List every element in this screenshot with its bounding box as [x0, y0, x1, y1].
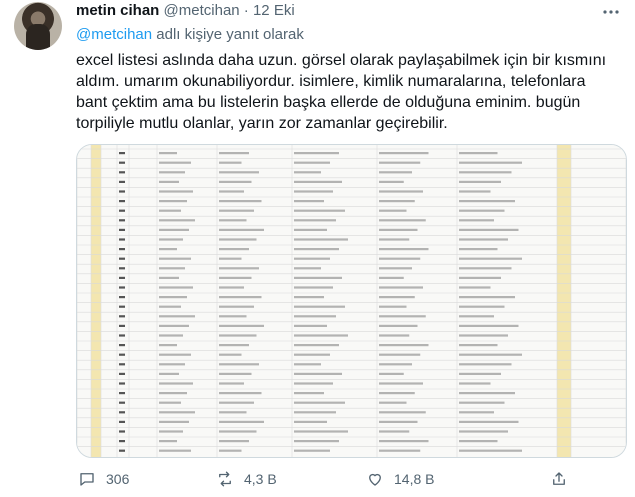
- sheet-cell-text: [459, 229, 519, 231]
- sheet-row-number: [119, 152, 125, 154]
- sheet-cell-text: [294, 229, 327, 231]
- sheet-cell-text: [294, 450, 330, 452]
- sheet-row-number: [119, 440, 125, 442]
- sheet-cell-text: [379, 450, 420, 452]
- sheet-cell-text: [294, 315, 336, 317]
- sheet-cell-text: [379, 373, 404, 375]
- sheet-cell-text: [159, 421, 189, 423]
- sheet-cell-text: [379, 363, 412, 365]
- sheet-cell-text: [379, 200, 415, 202]
- sheet-cell-text: [219, 334, 257, 336]
- sheet-row-number: [119, 181, 125, 183]
- sheet-cell-text: [159, 190, 193, 192]
- sheet-cell-text: [294, 171, 321, 173]
- sheet-cell-text: [459, 411, 494, 413]
- sheet-row-number: [119, 306, 125, 308]
- sheet-cell-text: [219, 267, 259, 269]
- sheet-cell-text: [219, 219, 247, 221]
- retweet-count: 4,3 B: [244, 471, 277, 487]
- sheet-cell-text: [159, 382, 193, 384]
- sheet-cell-text: [294, 219, 336, 221]
- sheet-cell-text: [379, 162, 420, 164]
- sheet-cell-text: [159, 440, 177, 442]
- sheet-cell-text: [379, 238, 409, 240]
- sheet-cell-text: [159, 363, 185, 365]
- sheet-row-number: [119, 258, 125, 260]
- sheet-row-number: [119, 238, 125, 240]
- tweet-date[interactable]: 12 Eki: [252, 2, 295, 19]
- more-horizontal-icon: [601, 2, 621, 22]
- sheet-cell-text: [159, 430, 183, 432]
- reply-count: 306: [106, 471, 130, 487]
- sheet-cell-text: [379, 267, 412, 269]
- sheet-cell-text: [459, 306, 505, 308]
- sheet-cell-text: [219, 229, 264, 231]
- sheet-cell-text: [219, 152, 249, 154]
- sheet-row-number: [119, 344, 125, 346]
- sheet-cell-text: [159, 248, 177, 250]
- sheet-cell-text: [219, 210, 254, 212]
- sheet-cell-text: [294, 190, 333, 192]
- sheet-cell-text: [159, 315, 195, 317]
- sheet-cell-text: [294, 382, 333, 384]
- author-avatar[interactable]: [14, 2, 62, 50]
- sheet-cell-text: [459, 181, 501, 183]
- sheet-row-number: [119, 210, 125, 212]
- sheet-cell-text: [459, 450, 522, 452]
- sheet-cell-text: [294, 181, 342, 183]
- sheet-cell-text: [379, 229, 418, 231]
- sheet-cell-text: [219, 373, 252, 375]
- sheet-cell-text: [379, 402, 407, 404]
- sheet-row-number: [119, 402, 125, 404]
- sheet-cell-text: [159, 238, 183, 240]
- sheet-cell-text: [459, 200, 515, 202]
- sheet-cell-text: [379, 210, 407, 212]
- sheet-cell-text: [379, 440, 429, 442]
- sheet-cell-text: [159, 334, 183, 336]
- sheet-cell-text: [294, 421, 327, 423]
- sheet-cell-text: [159, 373, 179, 375]
- sheet-row-number: [119, 382, 125, 384]
- sheet-cell-text: [294, 411, 336, 413]
- tweet-media-spreadsheet[interactable]: [76, 144, 627, 458]
- sheet-row-number: [119, 392, 125, 394]
- sheet-cell-text: [294, 210, 345, 212]
- sheet-cell-text: [219, 421, 264, 423]
- sheet-cell-text: [219, 286, 244, 288]
- sheet-cell-text: [459, 430, 508, 432]
- sheet-row-number: [119, 229, 125, 231]
- reply-context: [76, 26, 304, 43]
- sheet-row-number: [119, 315, 125, 317]
- sheet-cell-text: [459, 334, 508, 336]
- sheet-cell-text: [459, 219, 494, 221]
- sheet-cell-text: [219, 402, 254, 404]
- sheet-cell-text: [379, 382, 423, 384]
- sheet-cell-text: [219, 325, 264, 327]
- sheet-row-number: [119, 267, 125, 269]
- sheet-cell-text: [379, 190, 423, 192]
- sheet-cell-text: [159, 306, 181, 308]
- sheet-cell-text: [459, 373, 501, 375]
- sheet-cell-text: [459, 382, 491, 384]
- sheet-cell-text: [219, 277, 252, 279]
- sheet-cell-text: [159, 229, 189, 231]
- like-action[interactable]: [366, 470, 434, 488]
- sheet-row-number: [119, 162, 125, 164]
- sheet-cell-text: [379, 219, 426, 221]
- sheet-row-number: [119, 334, 125, 336]
- sheet-cell-text: [294, 354, 330, 356]
- sheet-cell-text: [294, 373, 342, 375]
- sheet-cell-text: [459, 402, 505, 404]
- sheet-cell-text: [294, 277, 342, 279]
- sheet-cell-text: [379, 334, 409, 336]
- sheet-cell-text: [159, 402, 181, 404]
- sheet-row-number: [119, 200, 125, 202]
- sheet-cell-text: [219, 440, 249, 442]
- tweet-actions: [76, 470, 596, 492]
- sheet-cell-text: [219, 162, 242, 164]
- sheet-cell-text: [219, 363, 259, 365]
- sheet-row-number: [119, 411, 125, 413]
- sheet-cell-text: [379, 430, 409, 432]
- sheet-cell-text: [294, 344, 339, 346]
- sheet-cell-text: [219, 190, 244, 192]
- sheet-row-number: [119, 450, 125, 452]
- sheet-cell-text: [159, 325, 189, 327]
- sheet-cell-text: [379, 421, 418, 423]
- sheet-cell-text: [294, 267, 321, 269]
- sheet-cell-text: [294, 248, 339, 250]
- sheet-cell-text: [294, 238, 348, 240]
- sheet-row-number: [119, 277, 125, 279]
- share-action[interactable]: [550, 470, 568, 488]
- sheet-cell-text: [379, 306, 407, 308]
- sheet-row-number: [119, 171, 125, 173]
- sheet-cell-text: [219, 344, 249, 346]
- sheet-row-number: [119, 219, 125, 221]
- sheet-cell-text: [459, 152, 498, 154]
- sheet-cell-text: [459, 296, 515, 298]
- sheet-cell-text: [379, 392, 415, 394]
- sheet-cell-text: [294, 334, 348, 336]
- sheet-cell-text: [294, 440, 339, 442]
- sheet-row-number: [119, 430, 125, 432]
- sheet-cell-text: [294, 325, 327, 327]
- sheet-cell-text: [159, 354, 191, 356]
- sheet-cell-text: [379, 296, 415, 298]
- retweet-icon: [216, 470, 234, 488]
- sheet-cell-text: [379, 286, 423, 288]
- sheet-cell-text: [459, 315, 494, 317]
- sheet-cell-text: [294, 392, 324, 394]
- sheet-cell-text: [159, 162, 191, 164]
- comment-icon: [78, 470, 96, 488]
- sheet-cell-text: [294, 152, 339, 154]
- sheet-row-number: [119, 363, 125, 365]
- sheet-cell-text: [159, 210, 181, 212]
- reply-action[interactable]: [78, 470, 129, 488]
- reply-mention-link[interactable]: @metcihan: [76, 26, 153, 43]
- sheet-cell-text: [459, 440, 498, 442]
- sheet-cell-text: [159, 171, 185, 173]
- sheet-cell-text: [379, 277, 404, 279]
- sheet-row-number: [119, 286, 125, 288]
- sheet-cell-text: [379, 354, 420, 356]
- sheet-cell-text: [219, 258, 242, 260]
- sheet-cell-text: [294, 430, 348, 432]
- sheet-cell-text: [219, 238, 257, 240]
- sheet-cell-text: [294, 258, 330, 260]
- spreadsheet-image: [77, 145, 626, 457]
- sheet-cell-text: [379, 171, 412, 173]
- meta-separator: ·: [243, 2, 249, 19]
- retweet-action[interactable]: [216, 470, 277, 488]
- sheet-cell-text: [379, 248, 429, 250]
- sheet-cell-text: [159, 200, 187, 202]
- sheet-cell-text: [459, 258, 522, 260]
- sheet-cell-text: [159, 219, 195, 221]
- sheet-cell-text: [459, 286, 491, 288]
- sheet-cell-text: [459, 238, 508, 240]
- sheet-cell-text: [459, 210, 505, 212]
- sheet-row-number: [119, 248, 125, 250]
- sheet-cell-text: [379, 181, 404, 183]
- sheet-cell-text: [219, 181, 252, 183]
- sheet-cell-text: [219, 171, 259, 173]
- sheet-cell-text: [459, 248, 498, 250]
- sheet-cell-text: [379, 315, 426, 317]
- reply-suffix: adlı kişiye yanıt olarak: [156, 26, 304, 43]
- sheet-cell-text: [159, 152, 177, 154]
- sheet-cell-text: [159, 344, 177, 346]
- sheet-row-number: [119, 325, 125, 327]
- sheet-cell-text: [459, 277, 501, 279]
- sheet-cell-text: [159, 392, 187, 394]
- sheet-cell-text: [294, 162, 330, 164]
- sheet-cell-text: [294, 363, 321, 365]
- sheet-cell-text: [159, 258, 191, 260]
- sheet-cell-text: [459, 267, 512, 269]
- sheet-row-number: [119, 373, 125, 375]
- share-icon: [550, 470, 568, 488]
- sheet-cell-text: [459, 354, 522, 356]
- author-name[interactable]: metin cihan: [76, 2, 160, 19]
- sheet-cell-text: [459, 190, 491, 192]
- sheet-row-number: [119, 296, 125, 298]
- sheet-cell-text: [379, 411, 426, 413]
- sheet-cell-text: [459, 421, 519, 423]
- sheet-cell-text: [294, 306, 345, 308]
- sheet-cell-text: [459, 344, 498, 346]
- author-handle[interactable]: @metcihan: [163, 2, 240, 19]
- sheet-cell-text: [294, 402, 345, 404]
- tweet-text: excel listesi aslında daha uzun. görsel olarak paylaşabilmek için bir kısmını aldım. umarım okunabiliyordur. isimlere, kimlik numaralarına, telefonlara bant çektim ama bu listelerin başka ellerde de olduğuna eminim. bugün torpiliyle mutlu olanlar, yarın zor zamanlar geçirebilir.: [76, 52, 607, 132]
- sheet-cell-text: [159, 267, 185, 269]
- sheet-row-number: [119, 354, 125, 356]
- sheet-cell-text: [294, 296, 324, 298]
- sheet-cell-text: [294, 200, 324, 202]
- sheet-cell-text: [159, 296, 187, 298]
- sheet-cell-text: [219, 296, 262, 298]
- sheet-cell-text: [459, 171, 512, 173]
- heart-icon: [366, 470, 384, 488]
- sheet-cell-text: [459, 363, 512, 365]
- sheet-row-number: [119, 421, 125, 423]
- sheet-cell-text: [219, 200, 262, 202]
- sheet-cell-text: [379, 258, 420, 260]
- sheet-cell-text: [159, 450, 191, 452]
- sheet-cell-text: [219, 411, 247, 413]
- sheet-cell-text: [159, 411, 195, 413]
- sheet-cell-text: [459, 392, 515, 394]
- sheet-cell-text: [219, 382, 244, 384]
- sheet-cell-text: [159, 181, 179, 183]
- tweet-header: [76, 2, 295, 19]
- sheet-cell-text: [219, 392, 262, 394]
- sheet-cell-text: [294, 286, 333, 288]
- like-count: 14,8 B: [394, 471, 435, 487]
- sheet-cell-text: [219, 248, 249, 250]
- sheet-cell-text: [219, 354, 242, 356]
- sheet-cell-text: [219, 430, 257, 432]
- sheet-cell-text: [379, 152, 429, 154]
- sheet-row-number: [119, 190, 125, 192]
- sheet-cell-text: [219, 315, 247, 317]
- sheet-cell-text: [219, 306, 254, 308]
- sheet-cell-text: [379, 325, 418, 327]
- sheet-cell-text: [159, 286, 193, 288]
- more-options-icon[interactable]: [601, 2, 621, 27]
- sheet-cell-text: [459, 162, 522, 164]
- sheet-cell-text: [219, 450, 242, 452]
- sheet-cell-text: [379, 344, 429, 346]
- sheet-cell-text: [459, 325, 519, 327]
- sheet-cell-text: [159, 277, 179, 279]
